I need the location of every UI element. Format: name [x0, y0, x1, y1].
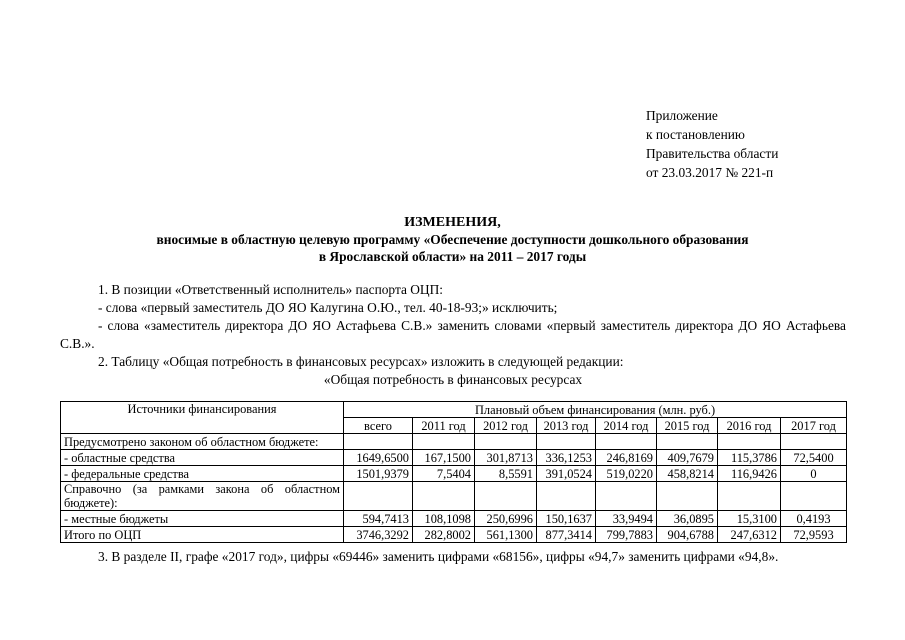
document-subtitle-1: вносимые в областную целевую программу «Обеспечение доступности дошкольного образования	[156, 232, 749, 247]
table-section-row	[61, 434, 847, 450]
table-cell: 72,5400	[781, 450, 847, 466]
table-cell: 72,9593	[781, 527, 847, 543]
paragraph-2: - слова «первый заместитель ДО ЯО Калугина О.Ю., тел. 40-18-93;» исключить;	[98, 300, 558, 315]
column-header: 2012 год	[475, 418, 537, 434]
table-header-row	[61, 402, 847, 418]
approval-line: Правительства области	[646, 146, 779, 161]
table-cell: 15,3100	[718, 511, 781, 527]
approval-line: к постановлению	[646, 127, 745, 142]
column-header: 2015 год	[657, 418, 718, 434]
column-header: 2014 год	[596, 418, 657, 434]
table-cell: 8,5591	[475, 466, 537, 482]
table-section-row	[61, 482, 847, 511]
table-cell: 150,1637	[537, 511, 596, 527]
table-cell: 594,7413	[344, 511, 413, 527]
column-header: 2011 год	[413, 418, 475, 434]
table-row	[61, 466, 847, 482]
table-cell: 282,8002	[413, 527, 475, 543]
column-header: 2013 год	[537, 418, 596, 434]
table-caption: «Общая потребность в финансовых ресурсах	[323, 372, 583, 387]
paragraph-4: 2. Таблицу «Общая потребность в финансовых ресурсах» изложить в следующей редакции:	[98, 354, 624, 369]
table-row	[61, 450, 847, 466]
table-cell: 1501,9379	[344, 466, 413, 482]
row-label: - федеральные средства	[61, 466, 344, 482]
table-cell: 336,1253	[537, 450, 596, 466]
table-cell: 519,0220	[596, 466, 657, 482]
table-cell: 0,4193	[781, 511, 847, 527]
table-cell: 108,1098	[413, 511, 475, 527]
table-row	[61, 511, 847, 527]
approval-block	[646, 106, 778, 182]
table-cell: 36,0895	[657, 511, 718, 527]
paragraph-3: - слова «заместитель директора ДО ЯО Астафьева С.В.» заменить словами «первый заместитель директора ДО ЯО Астафьева С.В.».	[60, 318, 846, 351]
table-cell: 458,8214	[657, 466, 718, 482]
table-cell: 7,5404	[413, 466, 475, 482]
document-subtitle-2: в Ярославской области» на 2011 – 2017 годы	[318, 249, 587, 264]
table-cell: 250,6996	[475, 511, 537, 527]
column-header: всего	[344, 418, 413, 434]
section-label: Предусмотрено законом об областном бюджете:	[61, 434, 344, 450]
table-cell: 904,6788	[657, 527, 718, 543]
table-cell: 33,9494	[596, 511, 657, 527]
table-cell: 409,7679	[657, 450, 718, 466]
table-cell: 116,9426	[718, 466, 781, 482]
table-cell: 301,8713	[475, 450, 537, 466]
planned-header: Плановый объем финансирования (млн. руб.)	[344, 402, 847, 418]
paragraph-1: 1. В позиции «Ответственный исполнитель» паспорта ОЦП:	[98, 282, 443, 297]
row-label: - местные бюджеты	[61, 511, 344, 527]
table-cell: 167,1500	[413, 450, 475, 466]
table-cell: 115,3786	[718, 450, 781, 466]
source-header: Источники финансирования	[61, 402, 344, 434]
column-header: 2017 год	[781, 418, 847, 434]
table-cell: 3746,3292	[344, 527, 413, 543]
row-label: - областные средства	[61, 450, 344, 466]
table-cell: 391,0524	[537, 466, 596, 482]
table-total-row	[61, 527, 847, 543]
section-label: Справочно (за рамками закона об областном бюджете):	[61, 482, 344, 511]
table-cell: 246,8169	[596, 450, 657, 466]
finance-table	[60, 401, 847, 543]
approval-line: Приложение	[646, 108, 718, 123]
paragraph-5: 3. В разделе II, графе «2017 год», цифры «69446» заменить цифрами «68156», цифры «94,7» заменить цифрами «94,8».	[98, 549, 779, 564]
table-cell: 561,1300	[475, 527, 537, 543]
table-cell: 1649,6500	[344, 450, 413, 466]
row-label: Итого по ОЦП	[61, 527, 344, 543]
table-cell: 877,3414	[537, 527, 596, 543]
table-cell: 799,7883	[596, 527, 657, 543]
column-header: 2016 год	[718, 418, 781, 434]
approval-date: от 23.03.2017 № 221-п	[646, 165, 774, 180]
table-cell: 0	[781, 466, 847, 482]
table-cell: 247,6312	[718, 527, 781, 543]
document-title: ИЗМЕНЕНИЯ,	[404, 215, 501, 230]
